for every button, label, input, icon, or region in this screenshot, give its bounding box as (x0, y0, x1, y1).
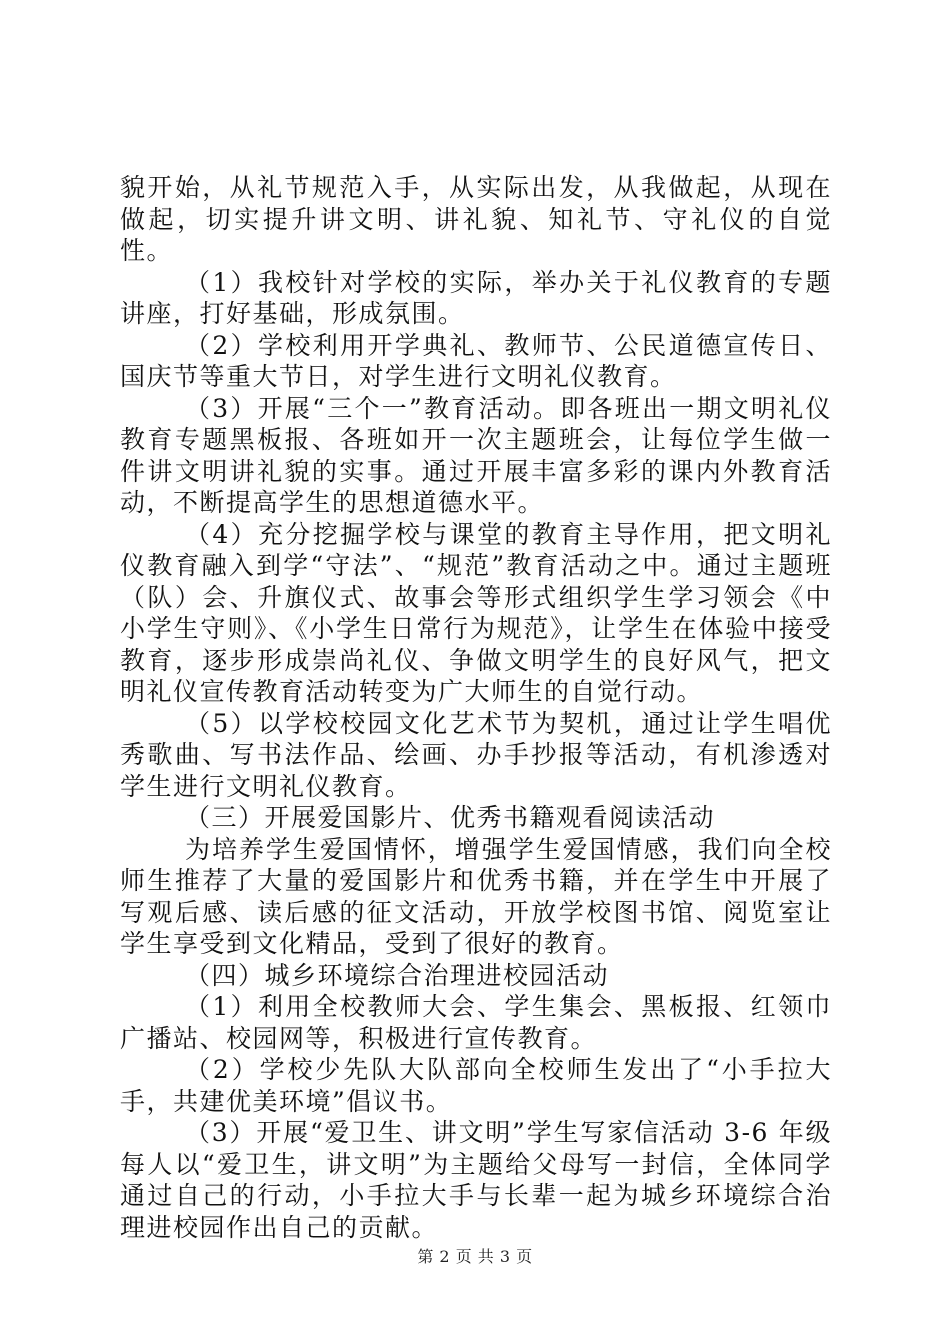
paragraph-item-2: （2）学校利用开学典礼、教师节、公民道德宣传日、国庆节等重大节日，对学生进行文明礼仪教育。 (120, 330, 832, 391)
paragraph-section-4-item-1: （1）利用全校教师大会、学生集会、黑板报、红领巾广播站、校园网等，积极进行宣传教育。 (120, 992, 832, 1053)
section-heading-4: （四）城乡环境综合治理进校园活动 (185, 960, 610, 990)
paragraph-item-3: （3）开展“三个一”教育活动。即各班出一期文明礼仪教育专题黑板报、各班如开一次主题班会，让每位学生做一件讲文明讲礼貌的实事。通过开展丰富多彩的课内外教育活动，不断提高学生的思想道德水平。 (120, 393, 832, 517)
paragraph-item-4: （4）充分挖掘学校与课堂的教育主导作用，把文明礼仪教育融入到学“守法”、“规范”教育活动之中。通过主题班（队）会、升旗仪式、故事会等形式组织学生学习领会《中小学生守则》、《小学生日常行为规范》，让学生在体验中接受教育，逐步形成崇尚礼仪、争做文明学生的良好风气，把文明礼仪宣传教育活动转变为广大师生的自觉行动。 (120, 519, 832, 706)
section-heading-3: （三）开展爱国影片、优秀书籍观看阅读活动 (185, 803, 716, 832)
paragraph-section-4-item-3: （3）开展“爱卫生、讲文明”学生写家信活动 3-6 年级每人以“爱卫生，讲文明”为主题给父母写一封信，全体同学通过自己的行动，小手拉大手与长辈一起为城乡环境综合治理进校园作出自己的贡献。 (120, 1118, 832, 1242)
paragraph-section-3-body: 为培养学生爱国情怀，增强学生爱国情感，我们向全校师生推荐了大量的爱国影片和优秀书籍，并在学生中开展了写观后感、读后感的征文活动，开放学校图书馆、阅览室让学生享受到文化精品，受到了很好的教育。 (120, 834, 832, 958)
paragraph-continuation: 貌开始，从礼节规范入手，从实际出发，从我做起，从现在做起，切实提升讲文明、讲礼貌、知礼节、守礼仪的自觉性。 (120, 173, 832, 265)
paragraph-item-1: （1）我校针对学校的实际，举办关于礼仪教育的专题讲座，打好基础，形成氛围。 (120, 267, 832, 328)
document-body (120, 172, 832, 1243)
paragraph-section-4-item-2: （2）学校少先队大队部向全校师生发出了“小手拉大手，共建优美环境”倡议书。 (120, 1055, 832, 1116)
page-number-footer: 第 2 页 共 3 页 (417, 1247, 533, 1266)
paragraph-item-5: （5）以学校校园文化艺术节为契机，通过让学生唱优秀歌曲、写书法作品、绘画、办手抄报等活动，有机渗透对学生进行文明礼仪教育。 (120, 708, 832, 801)
